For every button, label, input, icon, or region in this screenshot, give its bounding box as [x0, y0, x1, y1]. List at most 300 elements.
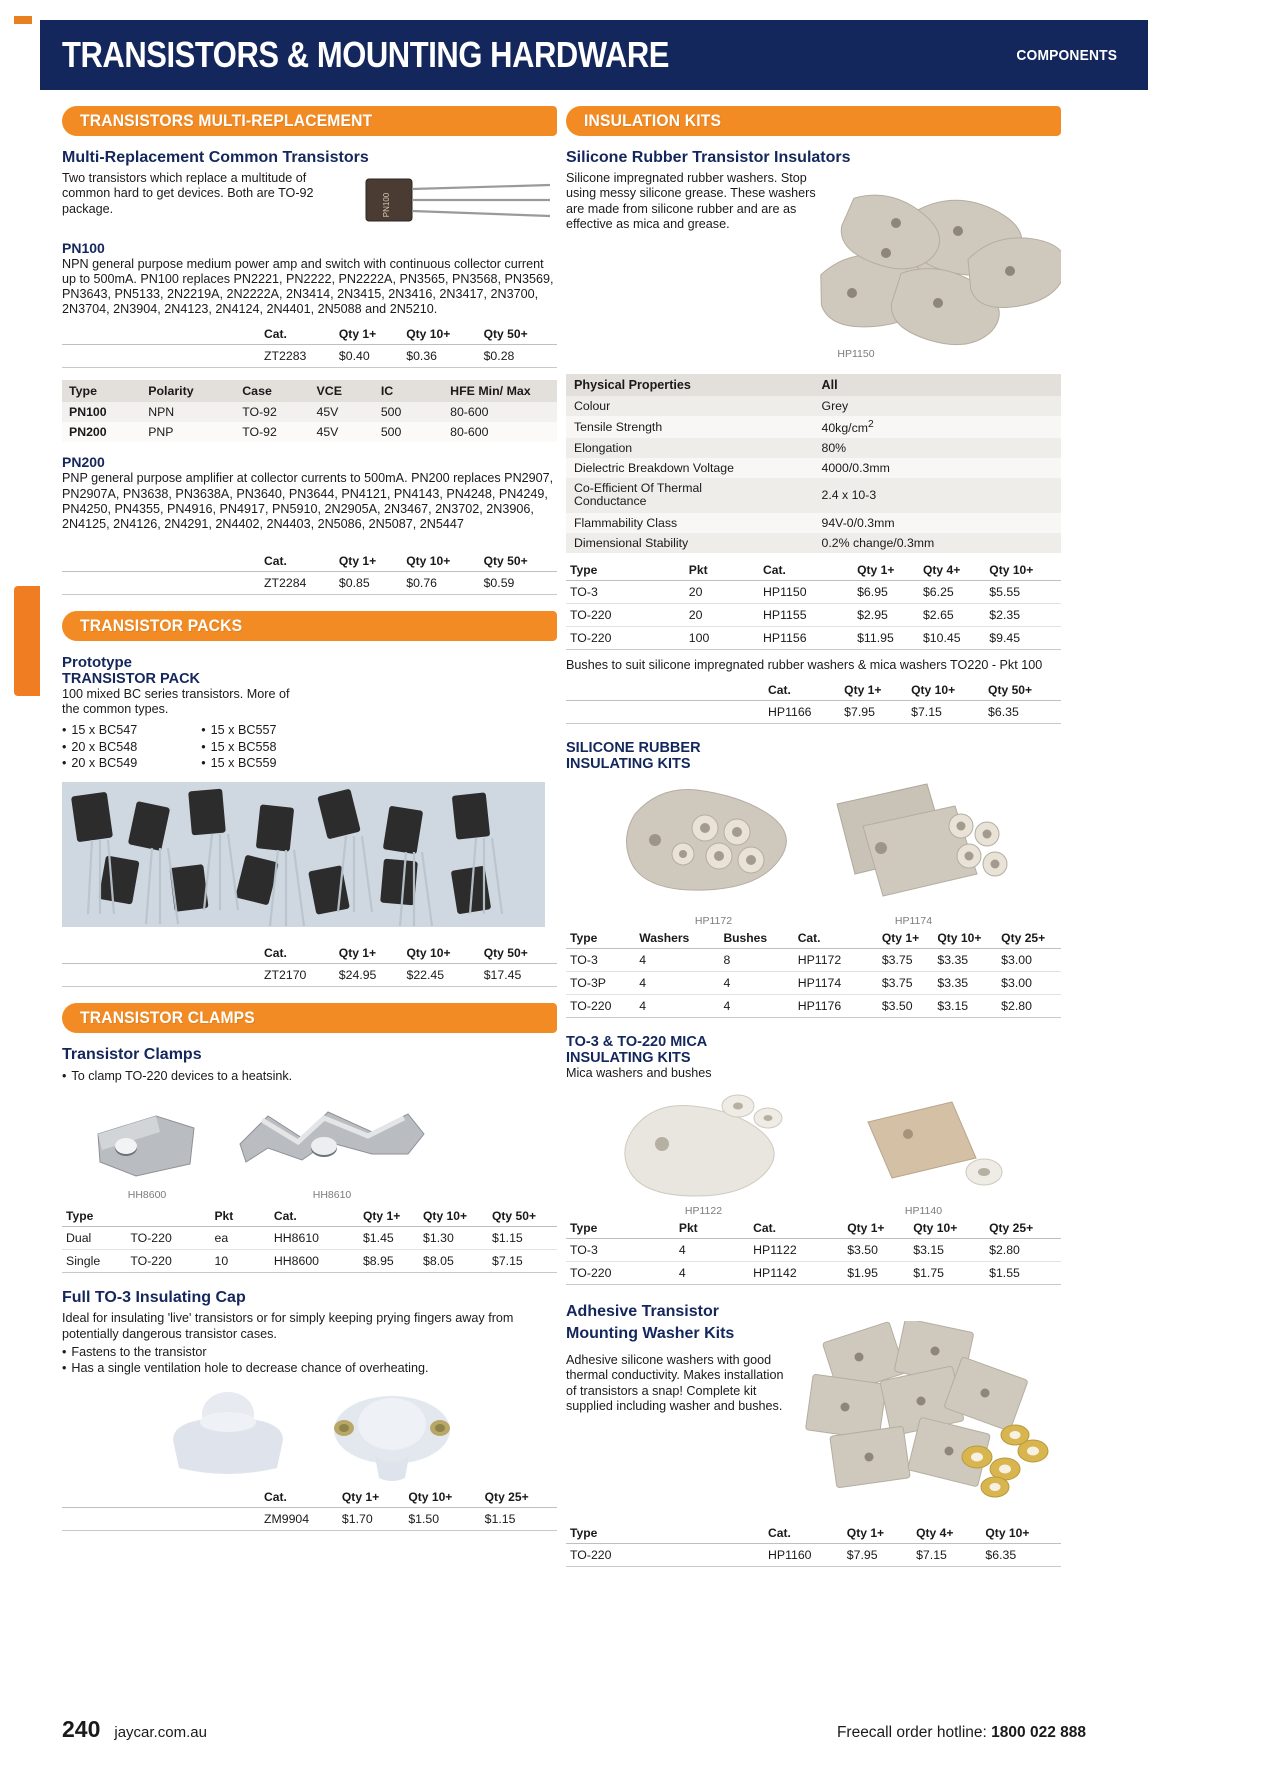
cell-value: 4000/0.3mm	[821, 461, 890, 476]
multi-replacement-intro: Two transistors which replace a multitude of common hard to get devices. Both are TO-92 package.	[62, 171, 314, 216]
contents-column-2	[201, 722, 276, 772]
transistor-clamps-title: Transistor Clamps	[62, 1046, 202, 1064]
hp1140-mica-illustration	[834, 1088, 1014, 1198]
col-cat: Cat.	[260, 944, 335, 964]
cell-pkt: 100	[685, 626, 759, 649]
cell-price-qty1: $1.95	[843, 1261, 909, 1284]
cell-price-qty10: $2.35	[985, 603, 1061, 626]
to3-insulating-cap-price-table	[62, 1488, 557, 1531]
cell-washers: 4	[635, 949, 719, 972]
adhesive-washer-kits-title-2: Mounting Washer Kits	[566, 1324, 735, 1342]
col-pkt: Pkt	[685, 561, 759, 581]
adhesive-washer-kits-description: Adhesive silicone washers with good thermal conductivity. Makes installation of transistors a snap! Complete kit supplied including washer and bushes.	[566, 1352, 784, 1413]
col-cat: Cat.	[794, 929, 878, 949]
insulating-cap-side-illustration	[153, 1384, 303, 1484]
cell-blank	[62, 964, 260, 987]
col-cat: Cat.	[270, 1207, 359, 1227]
transistor-pack-contents	[62, 722, 557, 772]
col-qty10: Qty 10+	[933, 929, 997, 949]
table-header-row	[62, 325, 557, 345]
page-header	[40, 20, 1148, 90]
cell-bushes: 4	[719, 995, 793, 1018]
table-row	[62, 1250, 557, 1273]
col-qty10: Qty 10+	[402, 325, 479, 345]
table-row	[566, 701, 1061, 724]
table-header-row	[62, 552, 557, 572]
cell-price-qty4: $6.25	[919, 580, 985, 603]
cell-price-qty10: $9.45	[985, 626, 1061, 649]
list-item: • 15 x BC557	[201, 722, 276, 739]
col-qty10: Qty 10+	[909, 1219, 985, 1239]
cell-bushes: 8	[719, 949, 793, 972]
col-blank	[62, 1488, 260, 1508]
col-qty50: Qty 50+	[480, 325, 557, 345]
col-qty10: Qty 10+	[985, 561, 1061, 581]
transistor-clamps-photos	[62, 1098, 557, 1201]
cell-property: Elongation	[574, 441, 633, 456]
cell-washers: 4	[635, 972, 719, 995]
list-item: • Fastens to the transistor	[62, 1344, 557, 1360]
hotline-label: Freecall order hotline:	[836, 1724, 987, 1741]
page-title: TRANSISTORS & MOUNTING HARDWARE	[62, 34, 670, 75]
cell-price-qty1: $7.95	[840, 701, 907, 724]
cell-price-qty25: $3.00	[997, 972, 1061, 995]
list-item: • 20 x BC548	[62, 739, 137, 756]
table-row	[566, 458, 1061, 478]
section-bar-transistor-packs	[62, 611, 557, 641]
silicone-rubber-insulators-description: Silicone impregnated rubber washers. Stop using messy silicone grease. These washers are made from silicone rubber and are as effective as mica and grease.	[566, 171, 816, 232]
table-row	[62, 1227, 557, 1250]
table-row	[62, 345, 557, 368]
hp1150-caption: HP1150	[837, 347, 875, 360]
col-blank	[62, 325, 260, 345]
cell-type: TO-220	[566, 603, 685, 626]
cell-blank	[62, 571, 260, 594]
table-header-row	[62, 944, 557, 964]
col-qty1: Qty 1+	[335, 552, 402, 572]
col-vce: VCE	[309, 380, 373, 402]
list-item: • To clamp TO-220 devices to a heatsink.	[62, 1068, 557, 1084]
col-qty10: Qty 10+	[402, 552, 479, 572]
cell-property: Co-Efficient Of Thermal Conductance	[574, 481, 703, 509]
col-qty10: Qty 10+	[907, 681, 984, 701]
table-row	[566, 396, 1061, 416]
cell-type: TO-220	[566, 995, 635, 1018]
cell-price-qty50: $0.59	[480, 571, 557, 594]
cell-price-qty10: $8.05	[419, 1250, 488, 1273]
col-type: Type	[62, 380, 141, 402]
cell-price-qty1: $1.45	[359, 1227, 419, 1250]
col-qty50: Qty 50+	[480, 944, 557, 964]
transistor-pack-photo	[62, 782, 557, 932]
table-row	[566, 438, 1061, 458]
cell-property: Flammability Class	[574, 515, 678, 530]
cell-cat[interactable]: HH8600	[270, 1250, 359, 1273]
pn100-price-table	[62, 325, 557, 368]
col-qty1: Qty 1+	[840, 681, 907, 701]
cell-price-qty50: $1.15	[488, 1227, 557, 1250]
table-row	[566, 1543, 1061, 1566]
pn200-description: PNP general purpose amplifier at collector currents to 500mA. PN200 replaces PN2907, PN2907A, PN3638, PN3638A, PN3640, PN3644, PN4121, PN4143, PN4248, PN4249, PN4250, PN4355, PN4916, PN4917, PN5910, 2N2905A, 2N3467, 2N3702, 2N3906, 2N4125, 2N4126, 2N4291, 2N4402, 2N4403, 2N5086, 2N5087, 2N5447	[62, 471, 554, 531]
transistor-spec-table	[62, 380, 557, 442]
table-header-row	[566, 374, 1061, 396]
cell-price-qty1: $3.50	[878, 995, 934, 1018]
product-title-multi-replacement: Multi-Replacement Common Transistors	[62, 149, 369, 166]
page-number: 240	[62, 1716, 101, 1742]
cell-price-qty50: $6.35	[984, 701, 1061, 724]
right-column	[566, 106, 1061, 1567]
hp1172-kit-illustration	[619, 778, 809, 908]
section-bar-label: TRANSISTOR PACKS	[80, 615, 243, 635]
cell-type: TO-3P	[566, 972, 635, 995]
col-cat: Cat.	[260, 1488, 338, 1508]
pn200-heading: PN200	[62, 454, 105, 471]
col-type: Type	[566, 929, 635, 949]
col-cat: Cat.	[749, 1219, 843, 1239]
single-clamp-illustration	[82, 1098, 212, 1182]
adhesive-washers-illustration	[789, 1321, 1061, 1511]
cell-cat[interactable]: HP1156	[759, 626, 853, 649]
mica-kits-title-1: TO-3 & TO-220 MICA	[566, 1034, 708, 1051]
table-row	[566, 995, 1061, 1018]
col-cat: Cat.	[764, 681, 840, 701]
cell-price-qty1: $2.95	[853, 603, 919, 626]
cell-cat[interactable]: HP1150	[759, 580, 853, 603]
col-pkt: Pkt	[210, 1207, 269, 1227]
cell-price-qty25: $2.80	[997, 995, 1061, 1018]
col-qty25: Qty 25+	[481, 1488, 557, 1508]
cell-cat[interactable]: HP1176	[794, 995, 878, 1018]
cell-cat[interactable]: HP1155	[759, 603, 853, 626]
cell-price-qty10: $1.75	[909, 1261, 985, 1284]
cell-cat[interactable]: HP1122	[749, 1238, 843, 1261]
silicone-washers-price-table	[566, 561, 1061, 650]
col-package	[126, 1207, 210, 1227]
mica-kits-description: Mica washers and bushes	[566, 1066, 712, 1081]
rubber-washers-illustration	[566, 175, 1061, 365]
col-pkt: Pkt	[675, 1219, 749, 1239]
cell-price-qty1: $0.40	[335, 345, 402, 368]
cell-type: PN200	[69, 425, 107, 440]
pn100-heading: PN100	[62, 240, 105, 256]
col-qty1: Qty 1+	[853, 561, 919, 581]
table-row	[62, 571, 557, 594]
col-cat: Cat.	[260, 325, 335, 345]
cell-price-qty4: $2.65	[919, 603, 985, 626]
order-hotline	[837, 1724, 1086, 1742]
cell-type: TO-3	[566, 1238, 675, 1261]
cell-type: TO-3	[566, 580, 685, 603]
cell-price-qty10: $3.35	[933, 972, 997, 995]
col-qty10: Qty 10+	[404, 1488, 480, 1508]
col-qty1: Qty 1+	[878, 929, 934, 949]
cell-property: Dimensional Stability	[574, 535, 689, 550]
to3-insulating-cap-features	[62, 1344, 557, 1376]
corner-notch-decoration	[14, 16, 32, 24]
col-qty4: Qty 4+	[912, 1524, 981, 1544]
transistor-pack-description: 100 mixed BC series transistors. More of the common types.	[62, 686, 290, 717]
cell-price-qty10: $0.36	[402, 345, 479, 368]
cell-case: TO-92	[242, 405, 277, 420]
table-row	[566, 626, 1061, 649]
col-qty25: Qty 25+	[997, 929, 1061, 949]
cell-price-qty1: $24.95	[335, 964, 403, 987]
cell-polarity: PNP	[148, 425, 174, 440]
cell-price-qty1: $3.75	[878, 972, 934, 995]
cell-price-qty25: $1.55	[985, 1261, 1061, 1284]
cell-property: Colour	[574, 398, 611, 413]
cell-cat[interactable]: HP1172	[794, 949, 878, 972]
clamp-caption-left: HH8600	[127, 1189, 167, 1202]
table-row	[566, 416, 1061, 438]
cell-price-qty25: $1.15	[481, 1508, 557, 1531]
pn100-description: NPN general purpose medium power amp and switch with continuous collector current up to 500mA. PN100 replaces PN2221, PN2222, PN2222A, PN3565, PN3568, PN3569, PN3643, PN5133, 2N2219A, 2N2222A, 2N3414, 2N3415, 2N3416, 2N3417, 2N3700, 2N3704, 2N3904, 2N4123, 2N4124, 2N4401, 2N5088 and 2N5210.	[62, 257, 554, 317]
table-row	[62, 1508, 557, 1531]
cell-price-qty10: $3.15	[909, 1238, 985, 1261]
cell-hfe: 80-600	[450, 425, 489, 440]
table-row	[566, 603, 1061, 626]
cell-cat[interactable]: HP1174	[794, 972, 878, 995]
cell-ic: 500	[380, 425, 402, 440]
cell-pkt: 4	[675, 1261, 749, 1284]
svg-text:PN100: PN100	[382, 192, 391, 218]
transistor-pack-price-table	[62, 944, 557, 987]
table-row	[566, 1238, 1061, 1261]
adhesive-washer-kits-photo	[789, 1321, 1061, 1516]
cell-package: TO-220	[126, 1227, 210, 1250]
cell-price-qty10: $3.15	[933, 995, 997, 1018]
cell-blank	[62, 1508, 260, 1531]
cell-price-qty10: $6.35	[981, 1543, 1061, 1566]
mixed-transistors-illustration	[62, 782, 545, 927]
mica-caption-left: HP1122	[684, 1204, 723, 1217]
transistor-clamps-features	[62, 1068, 557, 1084]
hp1150-washers-photo	[566, 175, 1061, 370]
cell-value: $40kg/cm^2$	[821, 418, 874, 436]
silicone-rubber-kits-table	[566, 929, 1061, 1018]
hotline-number: 1800 022 888	[991, 1724, 1086, 1741]
cell-price-qty10: $7.15	[907, 701, 984, 724]
website-url[interactable]: jaycar.com.au	[114, 1724, 207, 1741]
col-qty4: Qty 4+	[919, 561, 985, 581]
dual-clamp-illustration	[232, 1098, 432, 1182]
prototype-label: Prototype	[62, 653, 133, 671]
table-row	[62, 422, 557, 442]
table-row	[566, 972, 1061, 995]
cell-cat[interactable]: ZT2283	[260, 345, 335, 368]
col-qty1: Qty 1+	[843, 1219, 909, 1239]
cell-value: 2.4 x 10-3	[821, 488, 877, 503]
cell-price-qty25: $3.00	[997, 949, 1061, 972]
cell-cat[interactable]: ZT2170	[260, 964, 335, 987]
col-cat: Cat.	[759, 561, 853, 581]
transistor-clamps-table	[62, 1207, 557, 1273]
table-header-row	[566, 1524, 1061, 1544]
cell-cat[interactable]: HH8610	[270, 1227, 359, 1250]
cell-value: 80%	[821, 441, 847, 456]
list-item: • 15 x BC547	[62, 722, 137, 739]
cell-pkt: ea	[210, 1227, 269, 1250]
cell-ic: 500	[380, 405, 402, 420]
silicone-kit-caption-left: HP1172	[694, 915, 733, 928]
col-qty50: Qty 50+	[480, 552, 557, 572]
table-header-row	[566, 1219, 1061, 1239]
cell-price-qty50: $0.28	[480, 345, 557, 368]
col-qty10: Qty 10+	[981, 1524, 1061, 1544]
section-bar-transistor-clamps	[62, 1003, 557, 1033]
col-polarity: Polarity	[141, 380, 235, 402]
table-row	[566, 478, 1061, 513]
col-qty1: Qty 1+	[335, 944, 403, 964]
pn200-price-table	[62, 552, 557, 595]
contents-column-1	[62, 722, 137, 772]
col-qty10: Qty 10+	[402, 944, 479, 964]
cell-property: Tensile Strength	[574, 419, 663, 434]
cell-cat[interactable]: HP1166	[764, 701, 840, 724]
pn100-transistor-photo	[364, 173, 554, 234]
section-bar-label: TRANSISTOR CLAMPS	[80, 1008, 255, 1028]
col-type: Type	[566, 1524, 764, 1544]
to3-insulating-cap-title: Full TO-3 Insulating Cap	[62, 1289, 246, 1307]
cell-case: TO-92	[242, 425, 277, 440]
cell-price-qty4: $7.15	[912, 1543, 981, 1566]
col-blank	[62, 552, 260, 572]
cell-pkt: 20	[685, 580, 759, 603]
table-header-row	[62, 1207, 557, 1227]
section-bar-label: INSULATION KITS	[584, 111, 722, 130]
col-qty1: Qty 1+	[843, 1524, 912, 1544]
cell-price-qty4: $10.45	[919, 626, 985, 649]
cell-type: TO-220	[566, 1543, 764, 1566]
cell-package: TO-220	[126, 1250, 210, 1273]
table-row	[566, 533, 1061, 553]
col-all: All	[814, 374, 1062, 396]
table-row	[566, 580, 1061, 603]
section-bar-insulation-kits	[566, 106, 1061, 136]
cell-price-qty10: $0.76	[402, 571, 479, 594]
mica-kits-title-2: INSULATING KITS	[566, 1050, 691, 1067]
section-bar-label: TRANSISTORS MULTI-REPLACEMENT	[80, 111, 373, 130]
cell-type: TO-220	[566, 1261, 675, 1284]
col-qty10: Qty 10+	[419, 1207, 488, 1227]
list-item: • 15 x BC559	[201, 755, 276, 772]
col-blank	[62, 944, 260, 964]
table-header-row	[566, 929, 1061, 949]
cell-price-qty10: $5.55	[985, 580, 1061, 603]
table-row	[62, 964, 557, 987]
adhesive-washer-kits-table	[566, 1524, 1061, 1567]
cell-cat[interactable]: ZM9904	[260, 1508, 338, 1531]
to3-insulating-cap-photo	[62, 1384, 557, 1484]
mica-caption-right: HP1140	[904, 1204, 943, 1217]
col-qty50: Qty 50+	[984, 681, 1061, 701]
hp1122-mica-illustration	[614, 1088, 794, 1198]
cell-bushes: 4	[719, 972, 793, 995]
department-label: COMPONENTS	[1016, 46, 1118, 64]
col-type: Type	[566, 561, 685, 581]
cell-price-qty1: $8.95	[359, 1250, 419, 1273]
col-cat: Cat.	[260, 552, 335, 572]
silicone-kit-caption-right: HP1174	[894, 915, 933, 928]
col-washers: Washers	[635, 929, 719, 949]
cell-blank	[566, 701, 764, 724]
col-type: Type	[62, 1207, 126, 1227]
cell-type: Single	[62, 1250, 126, 1273]
cell-price-qty1: $11.95	[853, 626, 919, 649]
cell-hfe: 80-600	[450, 405, 489, 420]
cell-price-qty1: $3.75	[878, 949, 934, 972]
adhesive-washer-kits-title-1: Adhesive Transistor	[566, 1302, 719, 1320]
left-column	[62, 106, 557, 1531]
col-qty25: Qty 25+	[985, 1219, 1061, 1239]
mica-kits-photos	[566, 1088, 1061, 1217]
list-item: • 15 x BC558	[201, 739, 276, 756]
cell-vce: 45V	[316, 425, 339, 440]
col-property: Physical Properties	[566, 374, 814, 396]
cell-cat[interactable]: HP1142	[749, 1261, 843, 1284]
table-row	[566, 513, 1061, 533]
cell-cat[interactable]: HP1160	[764, 1543, 843, 1566]
cell-price-qty1: $7.95	[843, 1543, 912, 1566]
cell-price-qty50: $17.45	[480, 964, 557, 987]
to3-insulating-cap-description: Ideal for insulating 'live' transistors or for simply keeping prying fingers away from potentially dangerous transistor cases.	[62, 1311, 514, 1341]
transistor-pack-title: TRANSISTOR PACK	[62, 670, 201, 687]
col-qty1: Qty 1+	[338, 1488, 404, 1508]
clamp-caption-right: HH8610	[312, 1189, 352, 1202]
cell-price-qty1: $0.85	[335, 571, 402, 594]
cell-price-qty10: $1.30	[419, 1227, 488, 1250]
cell-pkt: 4	[675, 1238, 749, 1261]
table-row	[566, 949, 1061, 972]
cell-value: 0.2% change/0.3mm	[821, 535, 935, 550]
cell-price-qty10: $3.35	[933, 949, 997, 972]
cell-value: Grey	[821, 398, 849, 413]
bushes-price-table	[566, 681, 1061, 724]
table-row	[566, 1261, 1061, 1284]
table-header-row	[62, 1488, 557, 1508]
table-row	[62, 402, 557, 422]
list-item: • Has a single ventilation hole to decrease chance of overheating.	[62, 1360, 557, 1376]
silicone-rubber-kits-photos	[566, 778, 1061, 927]
cell-vce: 45V	[316, 405, 339, 420]
cell-price-qty10: $1.50	[404, 1508, 480, 1531]
cell-price-qty50: $7.15	[488, 1250, 557, 1273]
side-index-tab	[14, 586, 40, 696]
cell-price-qty25: $2.80	[985, 1238, 1061, 1261]
insulating-cap-top-illustration	[317, 1384, 467, 1484]
col-hfe: HFE Min/ Max	[443, 380, 557, 402]
bushes-note: Bushes to suit silicone impregnated rubber washers & mica washers TO220 - Pkt 100	[566, 657, 1043, 672]
col-cat: Cat.	[764, 1524, 843, 1544]
cell-price-qty10: $22.45	[402, 964, 479, 987]
cell-type: Dual	[62, 1227, 126, 1250]
cell-blank	[62, 345, 260, 368]
silicone-rubber-kits-title-2: INSULATING KITS	[566, 756, 691, 773]
col-type: Type	[566, 1219, 675, 1239]
cell-washers: 4	[635, 995, 719, 1018]
physical-properties-table	[566, 374, 1061, 553]
table-header-row	[566, 681, 1061, 701]
table-header-row	[62, 380, 557, 402]
transistor-to92-illustration	[364, 173, 554, 229]
cell-value: 94V-0/0.3mm	[821, 515, 895, 530]
col-qty50: Qty 50+	[488, 1207, 557, 1227]
col-case: Case	[235, 380, 309, 402]
cell-type: TO-220	[566, 626, 685, 649]
cell-cat[interactable]: ZT2284	[260, 571, 335, 594]
cell-type: TO-3	[566, 949, 635, 972]
cell-price-qty1: $3.50	[843, 1238, 909, 1261]
